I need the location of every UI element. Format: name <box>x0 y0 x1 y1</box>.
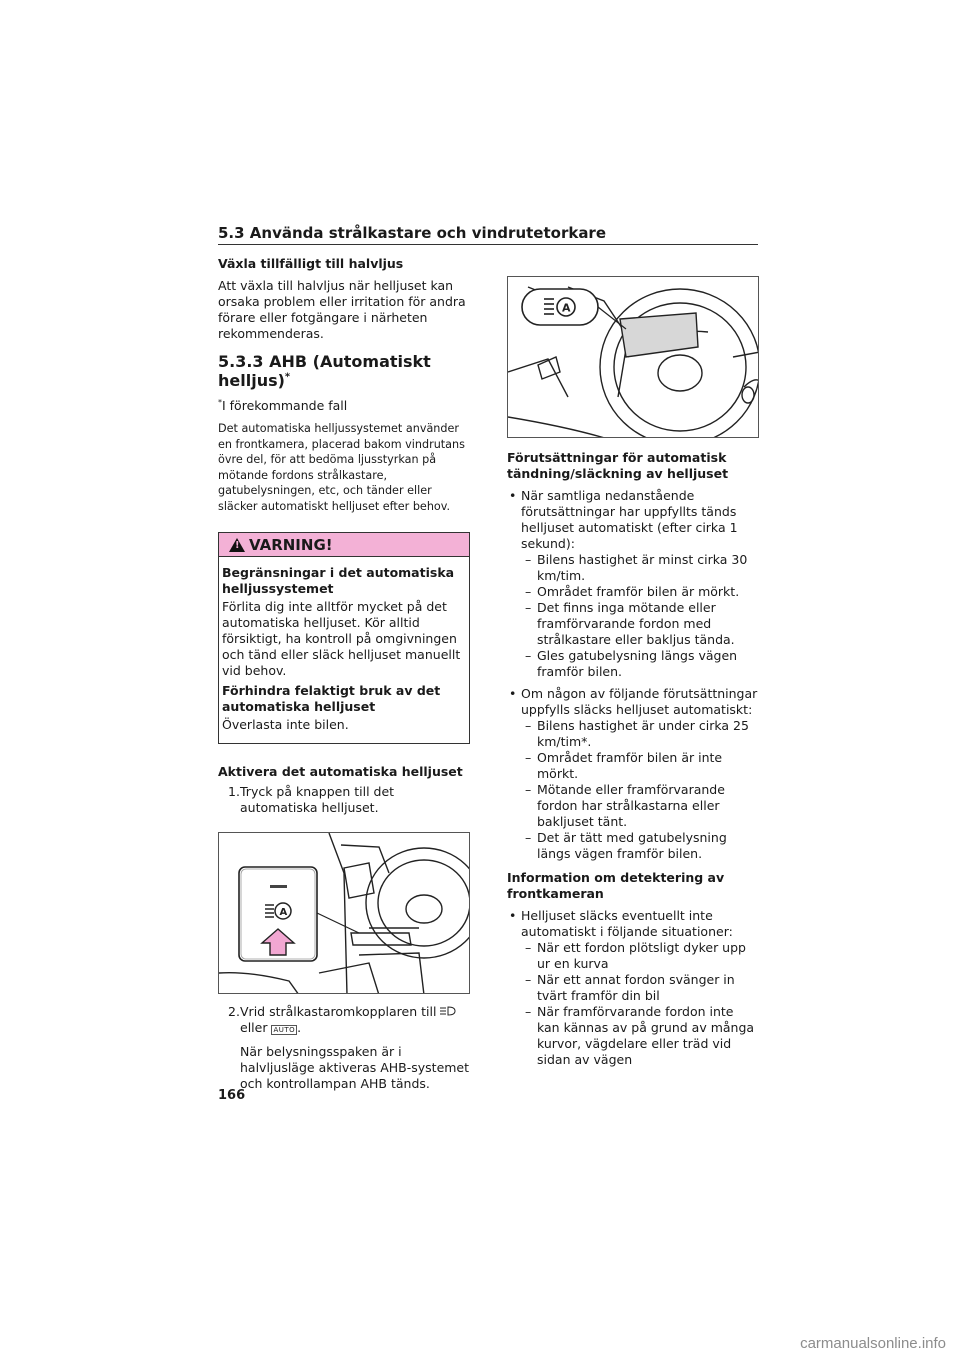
warning-text-limits: Förlita dig inte alltför mycket på det automatiska helljuset. Kör alltid försiktigt, ha kontroll på omgivningen och tänd eller släck helljuset manuellt vid behov. <box>222 599 461 679</box>
auto-icon: AUTO <box>273 1026 296 1035</box>
section-divider <box>218 244 758 245</box>
list-item: – När ett fordon plötsligt dyker upp ur en kurva <box>525 940 746 971</box>
list-item: – Det finns inga mötande eller framförvarande fordon med strålkastare eller bakljus tända. <box>525 600 735 647</box>
section-title-ahb: 5.3.3 AHB (Automatiskt helljus)* <box>218 352 431 390</box>
step-1: 1. Tryck på knappen till det automatiska helljuset. <box>228 784 395 816</box>
watermark: carmanualsonline.info <box>800 1335 946 1352</box>
warning-heading-limits: Begränsningar i det automatiska helljussystemet <box>222 565 455 597</box>
illustration-ahb-indicator <box>507 276 759 438</box>
instrument-cluster-illustration <box>508 277 759 438</box>
list-item: – Mötande eller framförvarande fordon har strålkastarna eller bakljuset tänt. <box>525 782 725 829</box>
section-header: 5.3 Använda strålkastare och vindrutetorkare <box>218 224 607 242</box>
right-column <box>507 276 759 1068</box>
bullet-off-conditions: • Om någon av följande förutsättningar uppfylls släcks helljuset automatiskt: – Bilens hastighet är under cirka 25 km/tim*. – Området framför bilen är inte mörkt. – Mötande eller framförvarande fordon har strålkastarna eller bakljuset tänt. – Det är tätt med gatubelysning längs vägen framför bilen. <box>509 686 758 861</box>
dashboard-button-illustration <box>219 833 470 994</box>
step-2-note: När belysningsspaken är i halvljusläge aktiveras AHB-systemet och kontrollampan AHB tänds. <box>240 1044 470 1092</box>
list-item: – När framförvarande fordon inte kan kännas av på grund av många kurvor, vägdelare eller träd vid sidan av vägen <box>525 1004 755 1067</box>
warning-header <box>219 533 469 557</box>
heading-conditions: Förutsättningar för automatisk tändning/släckning av helljuset <box>507 450 729 481</box>
svg-text:A: A <box>562 301 571 315</box>
warning-heading-misuse: Förhindra felaktigt bruk av det automatiska helljuset <box>222 683 441 715</box>
paragraph-temp-lowbeam: Att växla till halvljus när helljuset kan orsaka problem eller irritation för andra förare eller fotgängare i närheten rekommenderas. <box>218 278 466 341</box>
warning-text-misuse: Överlasta inte bilen. <box>222 717 349 733</box>
illustration-ahb-button <box>218 832 470 994</box>
warning-triangle-icon: ! <box>229 538 245 552</box>
bullet-on-conditions: • När samtliga nedanstående förutsättningar har uppfyllts tänds helljuset automatiskt (efter cirka 1 sekund): – Bilens hastighet är minst cirka 30 km/tim. – Området framför bilen är mörkt. – Det finns inga mötande eller framförvarande fordon med strålkastare eller bakljus tända. – Gles gatubelysning längs vägen framför bilen. <box>507 488 759 680</box>
list-item: – Bilens hastighet är under cirka 25 km/tim*. <box>525 718 749 749</box>
headlight-icon <box>440 1005 458 1017</box>
page-number: 166 <box>218 1088 246 1103</box>
step-2: 2. Vrid strålkastaromkopplaren till eller AUTO . <box>218 1004 470 1038</box>
list-item: – Området framför bilen är mörkt. <box>525 584 740 599</box>
list-item: – När ett annat fordon svänger in tvärt framför din bil <box>525 972 735 1003</box>
ahb-intro: Det automatiska helljussystemet använder en frontkamera, placerad bakom vindrutans övre del, för att bedöma ljusstyrkan på mötande fordons strålkastare, gatubelysningen, etc, och tänder eller släcker automatiskt helljuset efter behov. <box>218 422 465 513</box>
list-item: – Bilens hastighet är minst cirka 30 km/tim. <box>525 552 748 583</box>
heading-activate: Aktivera det automatiska helljuset <box>218 764 463 780</box>
svg-text:A: A <box>279 907 288 919</box>
heading-camera: Information om detektering av frontkameran <box>507 870 725 901</box>
heading-temp-lowbeam: Växla tillfälligt till halvljus <box>218 256 404 271</box>
warning-box <box>218 532 470 744</box>
list-item: – Området framför bilen är inte mörkt. <box>525 750 723 781</box>
footnote: *I förekommande fall <box>218 398 348 414</box>
list-item: – Gles gatubelysning längs vägen framför bilen. <box>525 648 738 679</box>
left-column <box>218 256 470 1092</box>
warning-title: VARNING! <box>249 535 333 554</box>
list-item: – Det är tätt med gatubelysning längs vägen framför bilen. <box>525 830 727 861</box>
bullet-camera-situations: • Helljuset släcks eventuellt inte automatiskt i följande situationer: – När ett fordon plötsligt dyker upp ur en kurva – När ett annat fordon svänger in tvärt framför din bil – När framförvarande fordon inte kan kännas av på grund av många kurvor, vägdelare eller träd vid sidan av vägen <box>507 908 759 1068</box>
